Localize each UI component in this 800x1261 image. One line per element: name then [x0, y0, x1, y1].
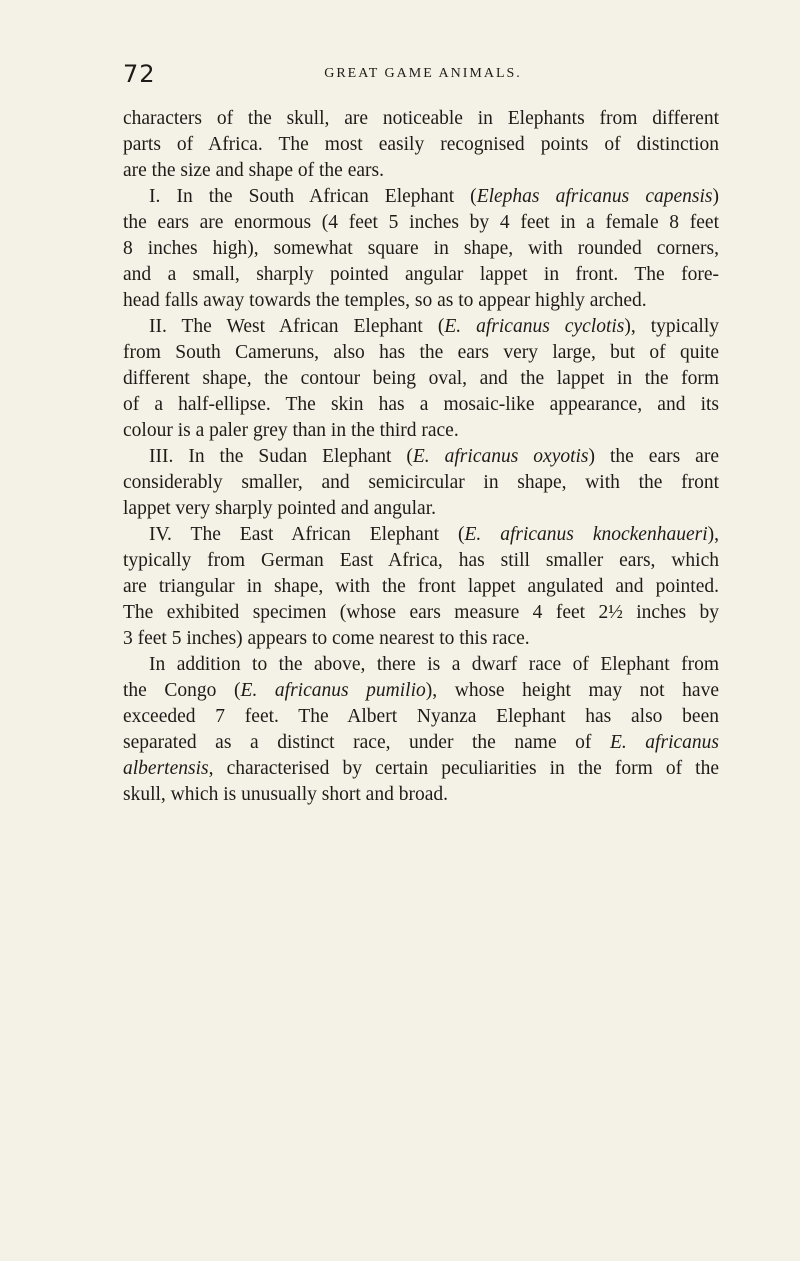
text-segment: are triangular in shape, with the front lappet angulated and pointed. [123, 576, 719, 597]
text-segment: exceeded 7 feet. The Albert Nyanza Elephant has also been [123, 706, 719, 727]
italic-species-name: E. africanus cyclotis [444, 316, 625, 337]
page-header [123, 60, 723, 90]
text-segment: head falls away towards the temples, so as to appear highly arched. [123, 290, 647, 311]
text-segment: the ears are enormous (4 feet 5 inches by 4 feet in a female 8 feet [123, 212, 719, 233]
text-line [123, 366, 719, 392]
text-line [123, 470, 719, 496]
text-segment: are the size and shape of the ears. [123, 160, 384, 181]
text-segment: IV. The East African Elephant ( [149, 524, 465, 545]
text-segment: ), typically [624, 316, 719, 337]
italic-species-name: Elephas africanus capensis [476, 186, 713, 207]
text-segment: ) [712, 186, 719, 207]
text-line [123, 548, 719, 574]
text-line [123, 496, 719, 522]
text-line [123, 236, 719, 262]
italic-species-name: E. africanus [609, 732, 719, 753]
text-line [123, 262, 719, 288]
text-line [123, 392, 719, 418]
text-segment: typically from German East Africa, has still smaller ears, which [123, 550, 719, 571]
text-line [123, 340, 719, 366]
text-segment: lappet very sharply pointed and angular. [123, 498, 436, 519]
text-line [123, 288, 719, 314]
text-line [123, 314, 719, 340]
text-segment: separated as a distinct race, under the name of [123, 732, 610, 753]
text-segment: skull, which is unusually short and broad. [123, 784, 448, 805]
text-line [123, 730, 719, 756]
text-line [123, 132, 719, 158]
text-segment: of a half-ellipse. The skin has a mosaic-like appearance, and its [123, 394, 719, 415]
text-segment: ) the ears are [588, 446, 719, 467]
text-segment: , characterised by certain peculiarities in the form of the [208, 758, 719, 779]
running-head: GREAT GAME ANIMALS. [324, 66, 522, 81]
text-line [123, 158, 719, 184]
text-segment: ), [707, 524, 719, 545]
text-line [123, 444, 719, 470]
text-segment: 3 feet 5 inches) appears to come nearest to this race. [123, 628, 530, 649]
text-segment: I. In the South African Elephant ( [149, 186, 477, 207]
text-segment: The exhibited specimen (whose ears measure 4 feet 2½ inches by [123, 602, 719, 623]
text-segment: III. In the Sudan Elephant ( [149, 446, 413, 467]
text-line [123, 210, 719, 236]
text-segment: II. The West African Elephant ( [149, 316, 445, 337]
text-line [123, 626, 719, 652]
text-line [123, 756, 719, 782]
text-line [123, 574, 719, 600]
text-segment: ), whose height may not have [425, 680, 719, 701]
text-segment: considerably smaller, and semicircular in shape, with the front [123, 472, 719, 493]
text-line [123, 704, 719, 730]
text-segment: different shape, the contour being oval, and the lappet in the form [123, 368, 719, 389]
body-text [123, 106, 719, 808]
text-segment: colour is a paler grey than in the third race. [123, 420, 459, 441]
page-number: 72 [123, 60, 156, 88]
text-segment: characters of the skull, are noticeable in Elephants from different [123, 108, 719, 129]
text-segment: parts of Africa. The most easily recognised points of distinction [123, 134, 719, 155]
text-segment: 8 inches high), somewhat square in shape, with rounded corners, [123, 238, 719, 259]
text-line [123, 106, 719, 132]
text-line [123, 418, 719, 444]
text-segment: In addition to the above, there is a dwarf race of Elephant from [149, 654, 719, 675]
text-line [123, 184, 719, 210]
italic-species-name: E. africanus oxyotis [412, 446, 589, 467]
italic-species-name: albertensis [123, 758, 209, 779]
text-segment: and a small, sharply pointed angular lappet in front. The fore- [123, 264, 719, 285]
italic-species-name: E. africanus knockenhaueri [464, 524, 708, 545]
text-line [123, 678, 719, 704]
text-segment: from South Cameruns, also has the ears very large, but of quite [123, 342, 719, 363]
italic-species-name: E. africanus pumilio [240, 680, 426, 701]
text-segment: the Congo ( [123, 680, 241, 701]
text-line [123, 522, 719, 548]
text-line [123, 652, 719, 678]
text-line [123, 782, 719, 808]
text-line [123, 600, 719, 626]
